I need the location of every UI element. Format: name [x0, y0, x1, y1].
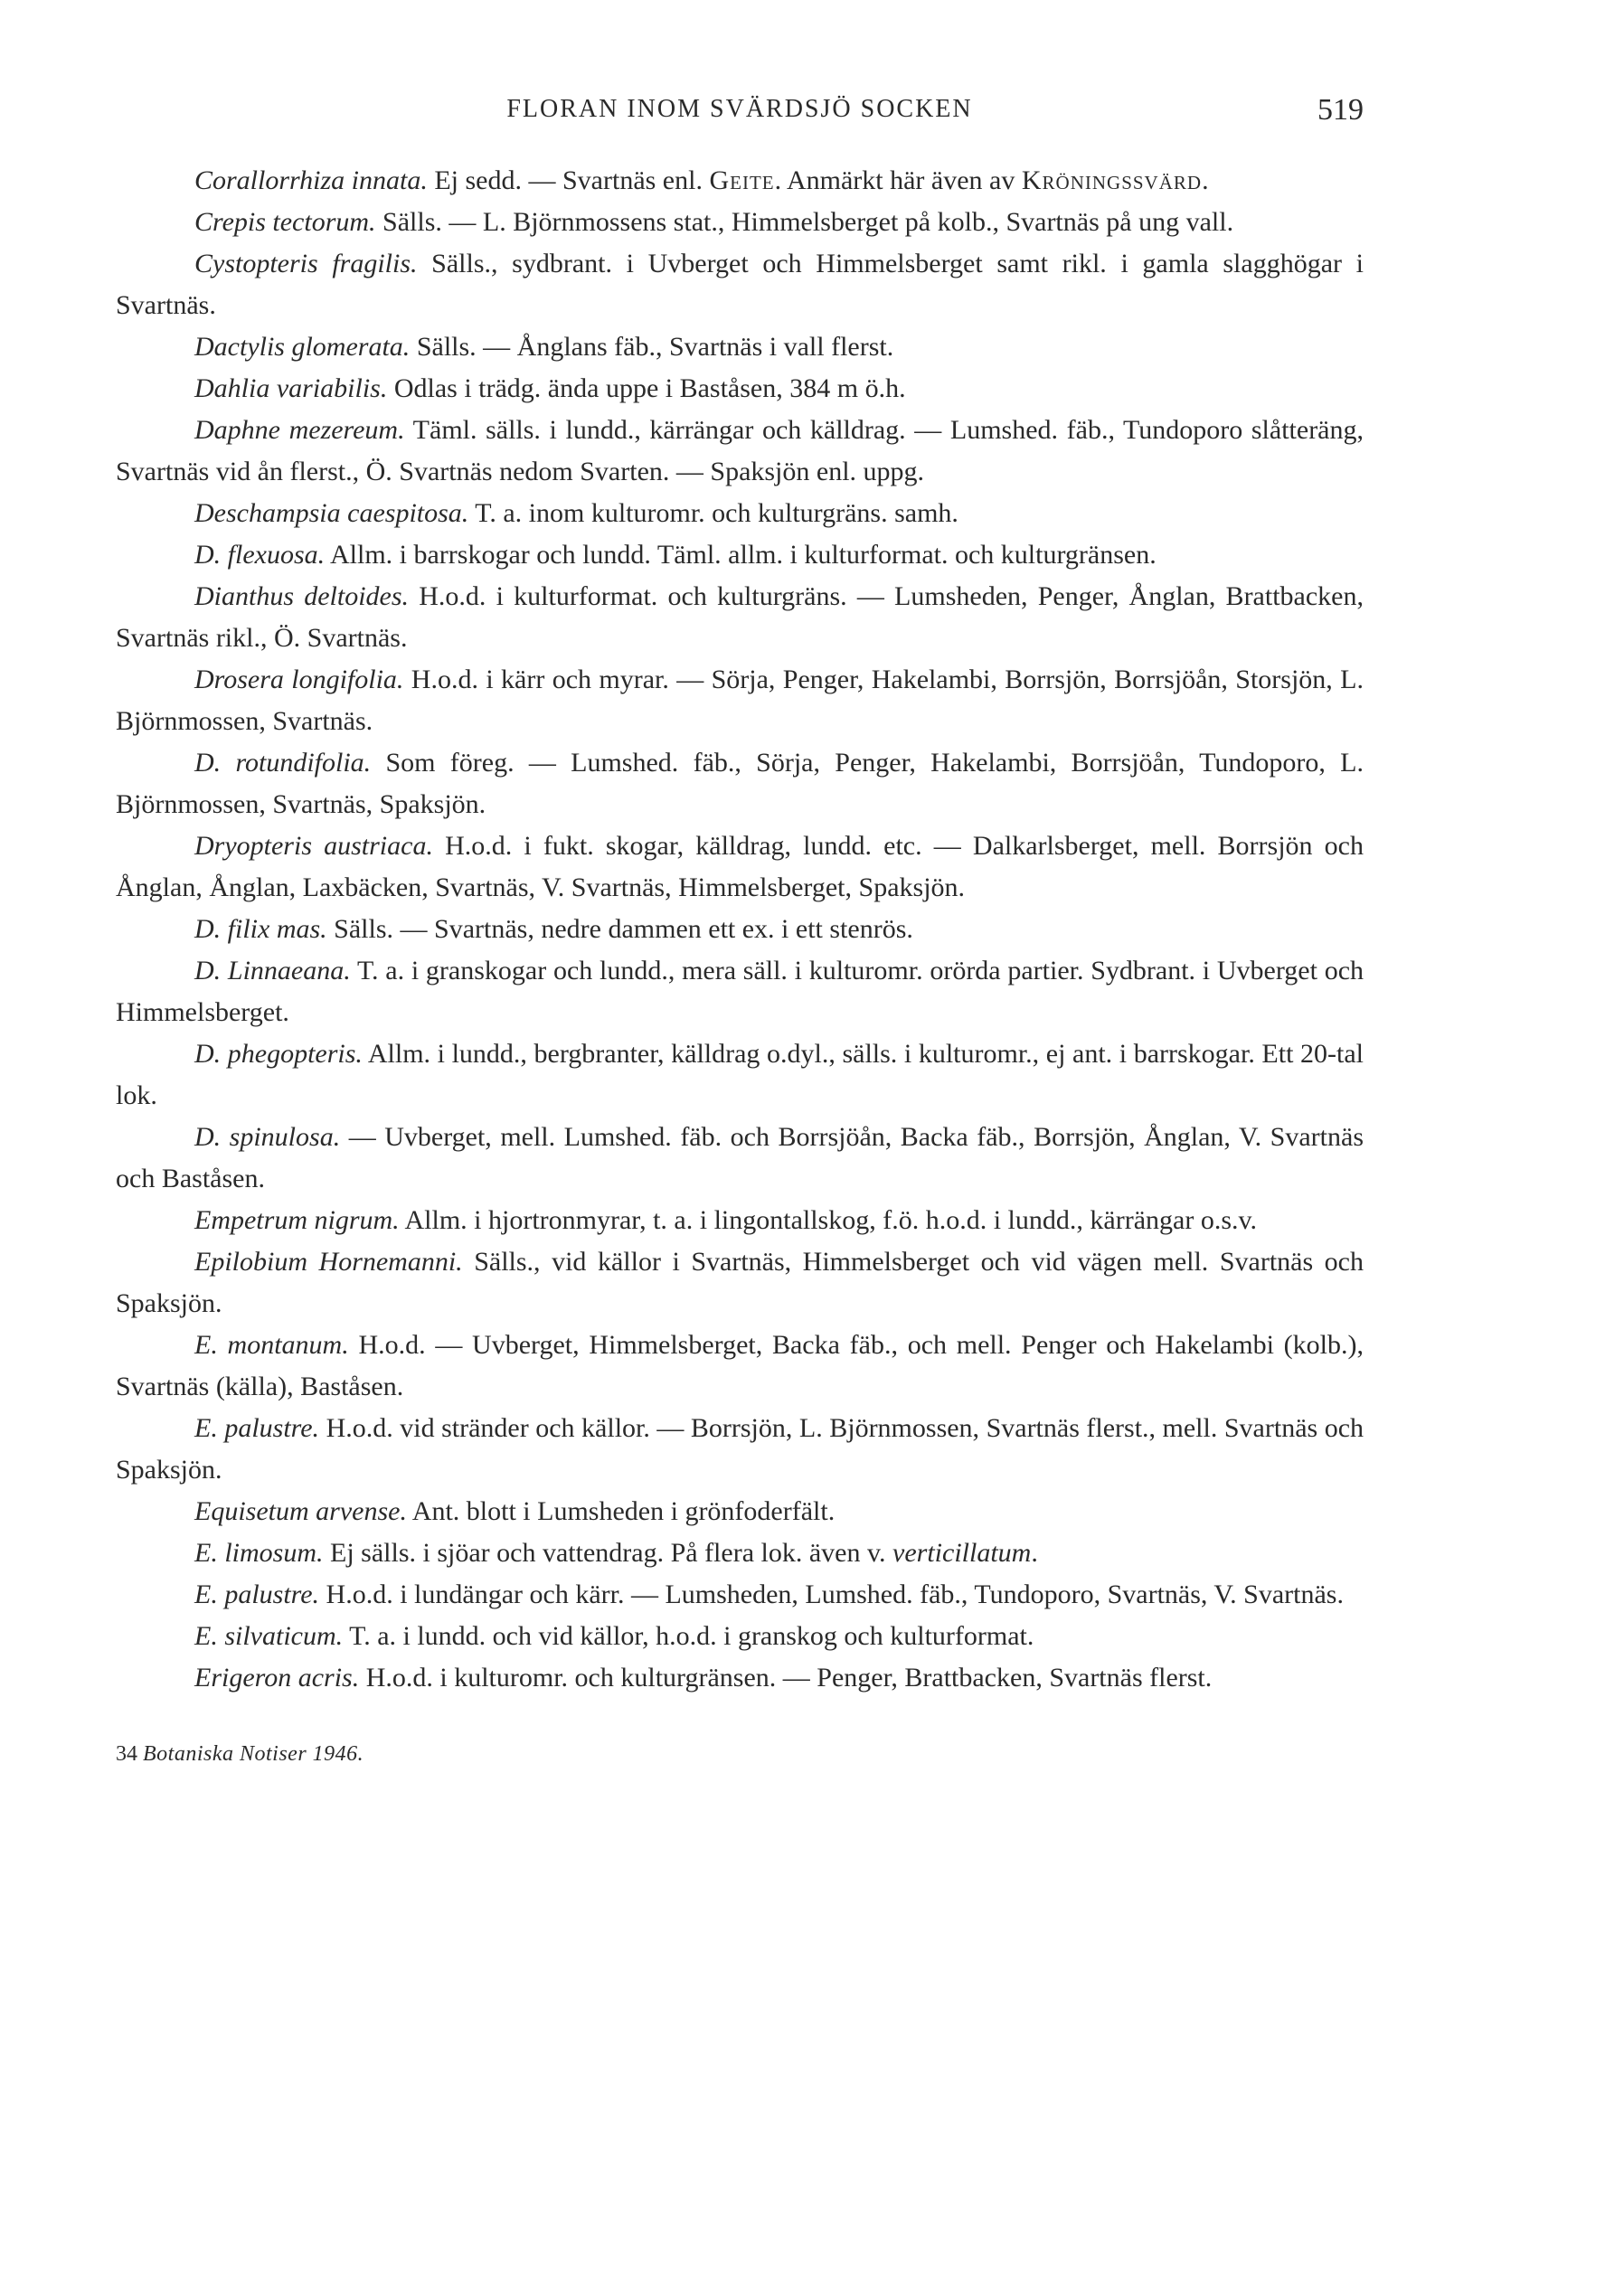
- variety-name: verticillatum: [892, 1538, 1032, 1568]
- species-entry: Corallorrhiza innata. Ej sedd. — Svartnäs enl. Geite. Anmärkt här även av Kröningssvärd.: [194, 165, 1209, 195]
- species-entry: Empetrum nigrum. Allm. i hjortronmyrar, t. a. i lingontallskog, f.ö. h.o.d. i lundd., kärrängar o.s.v.: [194, 1205, 1258, 1235]
- species-list: [116, 160, 1364, 1699]
- journal-reference: Botaniska Notiser 1946.: [143, 1742, 364, 1766]
- species-name: D. phegopteris.: [194, 1039, 363, 1069]
- species-name: D. spinulosa.: [194, 1122, 341, 1152]
- species-name: D. Linnaeana.: [194, 956, 351, 985]
- species-name: E. montanum.: [194, 1330, 349, 1360]
- species-entry: Cystopteris fragilis. Sälls., sydbrant. i Uvberget och Himmelsberget samt rikl. i gamla slagghögar i Svartnäs.: [116, 249, 1364, 320]
- species-entry: Epilobium Hornemanni. Sälls., vid källor i Svartnäs, Himmelsberget och vid vägen mell. Svartnäs och Spaksjön.: [116, 1247, 1364, 1318]
- species-entry: Dianthus deltoides. H.o.d. i kulturformat. och kulturgräns. — Lumsheden, Penger, Ånglan, Brattbacken, Svartnäs rikl., Ö. Svartnäs.: [116, 581, 1364, 653]
- species-name: D. rotundifolia.: [194, 748, 372, 778]
- page-number: 519: [1317, 93, 1364, 127]
- species-entry: Deschampsia caespitosa. T. a. inom kulturomr. och kulturgräns. samh.: [194, 498, 958, 528]
- species-name: Equisetum arvense.: [194, 1496, 407, 1526]
- species-entry: D. filix mas. Sälls. — Svartnäs, nedre dammen ett ex. i ett stenrös.: [194, 914, 913, 944]
- species-name: Dryopteris austriaca.: [194, 831, 433, 861]
- running-title: FLORAN INOM SVÄRDSJÖ SOCKEN: [506, 95, 973, 123]
- species-name: Drosera longifolia.: [194, 665, 404, 694]
- species-name: Cystopteris fragilis.: [194, 249, 418, 278]
- species-name: Empetrum nigrum.: [194, 1205, 400, 1235]
- species-entry: D. flexuosa. Allm. i barrskogar och lundd. Täml. allm. i kulturformat. och kulturgränsen.: [194, 540, 1157, 570]
- species-entry: D. Linnaeana. T. a. i granskogar och lundd., mera säll. i kulturomr. orörda partier. Sydbrant. i Uvberget och Himmelsberget.: [116, 956, 1364, 1027]
- species-entry: Dryopteris austriaca. H.o.d. i fukt. skogar, källdrag, lundd. etc. — Dalkarlsberget, mell. Borrsjön och Ånglan, Ånglan, Laxbäcken, Svartnäs, V. Svartnäs, Himmelsberget, Spaksjön.: [116, 831, 1364, 902]
- author-name: Kröningssvärd: [1021, 165, 1203, 195]
- species-name: E. limosum.: [194, 1538, 324, 1568]
- species-name: Deschampsia caespitosa.: [194, 498, 469, 528]
- species-name: Dahlia variabilis.: [194, 373, 388, 403]
- footer: [116, 1740, 1364, 1768]
- species-entry: Dactylis glomerata. Sälls. — Ånglans fäb., Svartnäs i vall flerst.: [194, 332, 894, 362]
- species-name: D. flexuosa.: [194, 540, 326, 570]
- species-name: E. silvaticum.: [194, 1621, 344, 1651]
- species-entry: E. palustre. H.o.d. i lundängar och kärr. — Lumsheden, Lumshed. fäb., Tundoporo, Svartnäs, V. Svartnäs.: [194, 1579, 1344, 1609]
- species-name: E. palustre.: [194, 1579, 320, 1609]
- species-name: Erigeron acris.: [194, 1663, 360, 1693]
- author-name: Geite: [709, 165, 775, 195]
- species-name: E. palustre.: [194, 1413, 320, 1443]
- species-entry: D. spinulosa. — Uvberget, mell. Lumshed. fäb. och Borrsjöån, Backa fäb., Borrsjön, Ånglan, V. Svartnäs och Baståsen.: [116, 1122, 1364, 1193]
- species-name: Daphne mezereum.: [194, 415, 405, 445]
- running-header: [116, 86, 1364, 140]
- species-entry: E. montanum. H.o.d. — Uvberget, Himmelsberget, Backa fäb., och mell. Penger och Hakelambi (kolb.), Svartnäs (källa), Baståsen.: [116, 1330, 1364, 1401]
- species-name: Dianthus deltoides.: [194, 581, 410, 611]
- species-entry: Drosera longifolia. H.o.d. i kärr och myrar. — Sörja, Penger, Hakelambi, Borrsjön, Borrsjöån, Storsjön, L. Björnmossen, Svartnäs.: [116, 665, 1364, 736]
- species-entry: D. rotundifolia. Som föreg. — Lumshed. fäb., Sörja, Penger, Hakelambi, Borrsjöån, Tundoporo, L. Björnmossen, Svartnäs, Spaksjön.: [116, 748, 1364, 819]
- species-name: Corallorrhiza innata.: [194, 165, 428, 195]
- species-entry: Daphne mezereum. Täml. sälls. i lundd., kärrängar och källdrag. — Lumshed. fäb., Tundoporo slåtteräng, Svartnäs vid ån flerst., Ö. Svartnäs nedom Svarten. — Spaksjön enl. uppg.: [116, 415, 1364, 486]
- species-entry: E. limosum. Ej sälls. i sjöar och vattendrag. På flera lok. även v. verticillatum.: [194, 1538, 1038, 1568]
- species-name: Dactylis glomerata.: [194, 332, 411, 362]
- page: [116, 86, 1364, 1768]
- species-entry: Crepis tectorum. Sälls. — L. Björnmossens stat., Himmelsberget på kolb., Svartnäs på ung vall.: [194, 207, 1234, 237]
- species-entry: Equisetum arvense. Ant. blott i Lumsheden i grönfoderfält.: [194, 1496, 836, 1526]
- species-entry: E. silvaticum. T. a. i lundd. och vid källor, h.o.d. i granskog och kulturformat.: [194, 1621, 1034, 1651]
- species-entry: Erigeron acris. H.o.d. i kulturomr. och kulturgränsen. — Penger, Brattbacken, Svartnäs flerst.: [194, 1663, 1213, 1693]
- signature-number: 34: [116, 1742, 137, 1766]
- species-name: Crepis tectorum.: [194, 207, 376, 237]
- species-entry: Dahlia variabilis. Odlas i trädg. ända uppe i Baståsen, 384 m ö.h.: [194, 373, 906, 403]
- species-entry: D. phegopteris. Allm. i lundd., bergbranter, källdrag o.dyl., sälls. i kulturomr., ej ant. i barrskogar. Ett 20-tal lok.: [116, 1039, 1364, 1110]
- species-entry: E. palustre. H.o.d. vid stränder och källor. — Borrsjön, L. Björnmossen, Svartnäs flerst., mell. Svartnäs och Spaksjön.: [116, 1413, 1364, 1485]
- species-name: D. filix mas.: [194, 914, 327, 944]
- species-name: Epilobium Hornemanni.: [194, 1247, 463, 1277]
